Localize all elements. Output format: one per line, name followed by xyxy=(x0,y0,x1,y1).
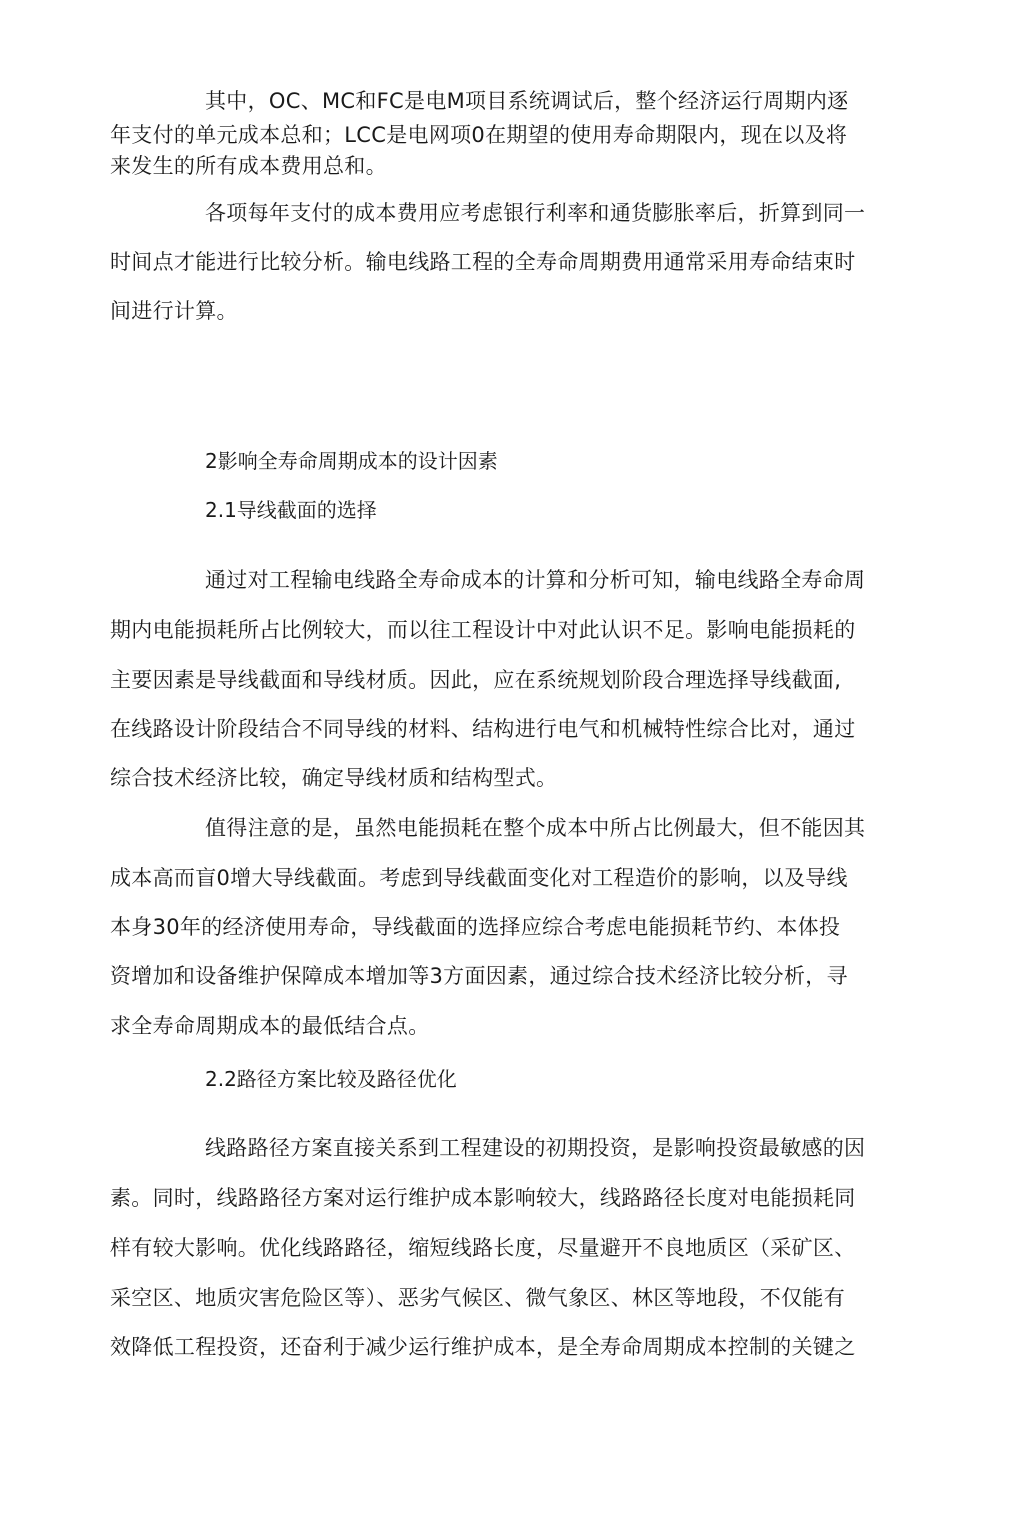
paragraph-line: 期内电能损耗所占比例较大，而以往工程设计中对此认识不足。影响电能损耗的 xyxy=(110,618,856,642)
paragraph-line: 成本高而盲0增大导线截面。考虑到导线截面变化对工程造价的影响，以及导线 xyxy=(110,866,848,890)
paragraph-line: 效降低工程投资，还奋利于减少运行维护成本，是全寿命周期成本控制的关键之 xyxy=(110,1335,856,1359)
subsection-heading: 2.1导线截面的选择 xyxy=(205,498,377,522)
section-heading: 2影响全寿命周期成本的设计因素 xyxy=(205,449,498,473)
paragraph-line: 求全寿命周期成本的最低结合点。 xyxy=(110,1014,430,1038)
paragraph-line: 采空区、地质灾害危险区等）、恶劣气候区、微气象区、林区等地段，不仅能有 xyxy=(110,1286,845,1310)
paragraph-line: 来发生的所有成本费用总和。 xyxy=(110,154,387,178)
paragraph-line: 主要因素是导线截面和导线材质。因此，应在系统规划阶段合理选择导线截面, xyxy=(110,668,842,692)
paragraph-line: 其中，OC、MC和FC是电M项目系统调试后，整个经济运行周期内逐 xyxy=(205,89,849,113)
paragraph-line: 综合技术经济比较，确定导线材质和结构型式。 xyxy=(110,766,558,790)
paragraph-line: 素。同时，线路路径方案对运行维护成本影响较大，线路路径长度对电能损耗同 xyxy=(110,1186,856,1210)
paragraph-line: 时间点才能进行比较分析。输电线路工程的全寿命周期费用通常采用寿命结束时 xyxy=(110,250,856,274)
paragraph-line: 线路路径方案直接关系到工程建设的初期投资，是影响投资最敏感的因 xyxy=(205,1136,866,1160)
paragraph-line: 各项每年支付的成本费用应考虑银行利率和通货膨胀率后，折算到同一 xyxy=(205,201,866,225)
paragraph-line: 在线路设计阶段结合不同导线的材料、结构进行电气和机械特性综合比对，通过 xyxy=(110,717,856,741)
paragraph-line: 本身30年的经济使用寿命，导线截面的选择应综合考虑电能损耗节约、本体投 xyxy=(110,915,841,939)
paragraph-line: 年支付的单元成本总和；LCC是电网项0在期望的使用寿命期限内，现在以及将 xyxy=(110,123,848,147)
paragraph-line: 资增加和设备维护保障成本增加等3方面因素，通过综合技术经济比较分析，寻 xyxy=(110,964,848,988)
paragraph-line: 通过对工程输电线路全寿命成本的计算和分析可知，输电线路全寿命周 xyxy=(205,568,866,592)
paragraph-line: 间进行计算。 xyxy=(110,299,238,323)
subsection-heading: 2.2路径方案比较及路径优化 xyxy=(205,1067,457,1091)
paragraph-line: 样有较大影响。优化线路路径，缩短线路长度，尽量避开不良地质区（采矿区、 xyxy=(110,1236,856,1260)
paragraph-line: 值得注意的是，虽然电能损耗在整个成本中所占比例最大，但不能因其 xyxy=(205,816,866,840)
